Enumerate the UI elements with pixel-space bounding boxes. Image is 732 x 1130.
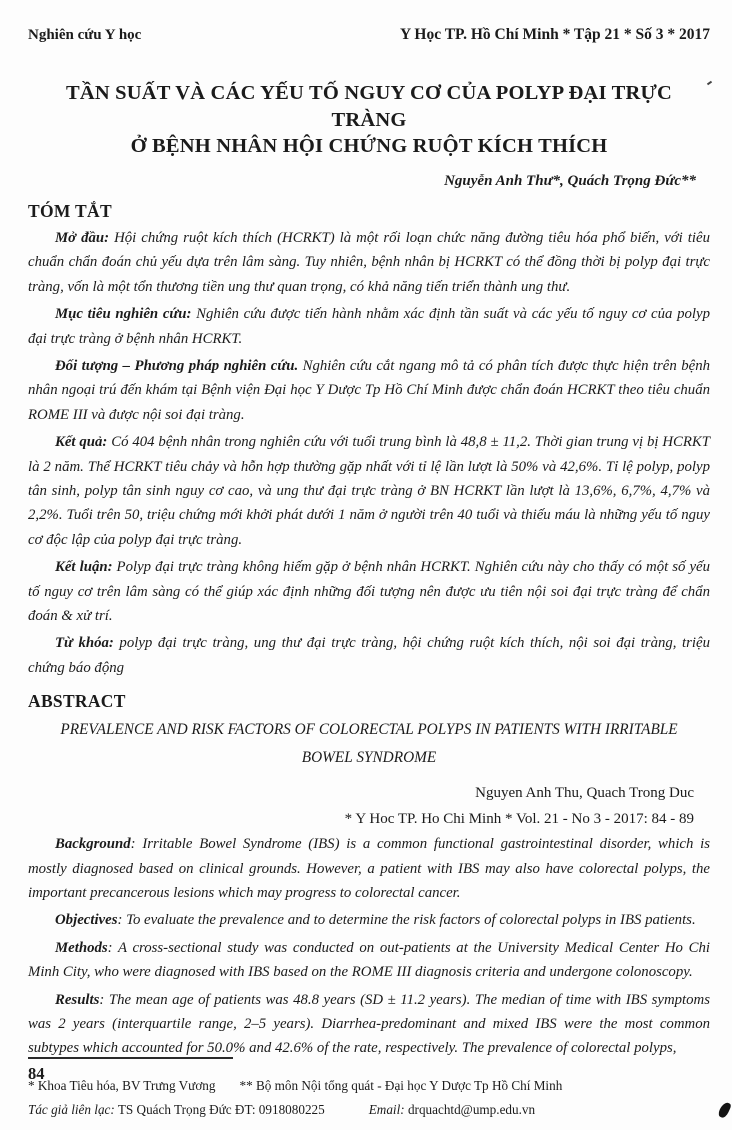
footnote-affiliation-2: ** Bộ môn Nội tổng quát - Đại học Y Dược Tp Hồ Chí Minh bbox=[239, 1077, 563, 1093]
abstract-citation: * Y Hoc TP. Ho Chi Minh * Vol. 21 - No 3 - 2017: 84 - 89 bbox=[344, 811, 694, 828]
abstract-title-line2: BOWEL SYNDROME bbox=[301, 749, 437, 767]
paragraph-muc-tieu bbox=[28, 302, 710, 351]
abstract-authors: Nguyen Anh Thu, Quach Trong Duc bbox=[475, 785, 694, 802]
paragraph-lead: Background bbox=[55, 836, 131, 853]
paragraph-lead: Kết quả: bbox=[55, 434, 108, 451]
paragraph-lead: Từ khóa: bbox=[55, 635, 114, 652]
paragraph-lead: Đối tượng – Phương pháp nghiên cứu. bbox=[55, 357, 299, 374]
paragraph-text: Polyp đại trực tràng không hiếm gặp ở bệnh nhân HCRKT. Nghiên cứu này cho thấy có một số yếu tố nguy cơ trên lâm sàng có thể giúp xác định những đối tượng nên được ưu tiên nội soi đại trực tràng để chẩn đoán & xử trí. bbox=[28, 559, 710, 625]
running-header bbox=[28, 26, 710, 44]
paragraph-lead: Mục tiêu nghiên cứu: bbox=[55, 306, 192, 323]
paragraph-text: Hội chứng ruột kích thích (HCRKT) là một rối loạn chức năng đường tiêu hóa phổ biến, với tiêu chuẩn chẩn đoán chủ yếu dựa trên lâm sàng. Tuy nhiên, bệnh nhân bị HCRKT có thể đồng thời bị polyp đại trực tràng, vốn là một tổn thương tiền ung thư quan trọng, có khả năng tiến triển thành ung thư. bbox=[28, 229, 710, 295]
paragraph-background bbox=[28, 832, 710, 905]
corresponding-author-label: Tác giả liên lạc: bbox=[28, 1101, 115, 1117]
abstract-english-title bbox=[39, 716, 699, 772]
footnote-affiliation-1: * Khoa Tiêu hóa, BV Trưng Vương bbox=[28, 1077, 216, 1093]
paragraph-mo-dau bbox=[28, 226, 710, 299]
article-title-line1: TẦN SUẤT VÀ CÁC YẾU TỐ NGUY CƠ CỦA POLYP ĐẠI TRỰC TRÀNG bbox=[65, 82, 673, 131]
page-number: 84 bbox=[28, 1064, 45, 1083]
paragraph-doi-tuong bbox=[28, 354, 710, 427]
paragraph-lead: Kết luận: bbox=[55, 559, 113, 576]
paragraph-text: % and 42.6% of the rate, respectively. The prevalence of colorectal polyps, bbox=[233, 1040, 677, 1057]
footnote-block bbox=[28, 1074, 710, 1122]
email-value: drquachtd@ump.edu.vn bbox=[404, 1101, 536, 1117]
abstract-title-line1: PREVALENCE AND RISK FACTORS OF COLORECTAL POLYPS IN PATIENTS WITH IRRITABLE bbox=[60, 721, 678, 739]
paragraph-text: : The mean age of patients was 48.8 years (SD ± 11.2 years). The median of time with IBS symptoms was 2 years (interquartile range, 2–5 years). Diarrhea-predominant and mixed IBS were the most common bbox=[28, 991, 710, 1033]
corresponding-author-value: TS Quách Trọng Đức ĐT: 0918080225 bbox=[114, 1101, 325, 1117]
paragraph-text: : A cross-sectional study was conducted on out-patients at the University Medical Center Ho Chi Minh City, who were diagnosed with IBS based on the ROME III diagnosis criteria and undergone colonoscopy. bbox=[28, 939, 710, 981]
paragraph-lead: Methods bbox=[55, 939, 108, 956]
footnote-affiliations bbox=[28, 1074, 710, 1098]
paragraph-ket-qua bbox=[28, 430, 710, 552]
paragraph-lead: Mở đầu: bbox=[55, 229, 110, 246]
scan-artifact-blob bbox=[717, 1101, 732, 1119]
underlined-text: subtypes which accounted for 50.0 bbox=[28, 1040, 233, 1059]
paragraph-tu-khoa bbox=[28, 631, 710, 680]
paragraph-methods bbox=[28, 936, 710, 985]
paragraph-lead: Objectives bbox=[55, 912, 118, 929]
paragraph-text: Nghiên cứu cắt ngang mô tả có phân tích được thực hiện trên bệnh nhân ngoại trú đến khám tại Bệnh viện Đại học Y Dược Tp Hồ Chí Minh được chẩn đoán HCRKT theo tiêu chuẩn ROME III và được nội soi đại tràng. bbox=[28, 357, 710, 423]
article-title-line2: Ở BỆNH NHÂN HỘI CHỨNG RUỘT KÍCH THÍCH bbox=[130, 135, 608, 158]
paragraph-text: Có 404 bệnh nhân trong nghiên cứu với tuổi trung bình là 48,8 ± 11,2. Thời gian trung vị bị HCRKT là 2 năm. Thể HCRKT tiêu chảy và hỗn hợp thường gặp nhất với tỉ lệ lần lượt là 50% và 42,6%. Tỉ lệ polyp, polyp tân sinh, polyp tân sinh nguy cơ cao, và ung thư đại trực tràng ở BN HCRKT lần lượt là 13,6%, 6,7%, 4,7% và 2,2%. Tuổi trên 50, triệu chứng mới khởi phát dưới 1 năm ở người trên 40 tuổi và thiếu máu là những yếu tố nguy cơ độc lập của polyp đại trực tràng. bbox=[28, 434, 711, 548]
paragraph-lead: Results bbox=[55, 991, 100, 1008]
paragraph-text: : To evaluate the prevalence and to determine the risk factors of colorectal polyps in IBS patients. bbox=[117, 912, 696, 929]
paragraph-text: polyp đại trực tràng, ung thư đại trực tràng, hội chứng ruột kích thích, nội soi đại tràng, triệu chứng báo động bbox=[28, 635, 710, 676]
paragraph-objectives bbox=[28, 908, 710, 932]
article-authors: Nguyễn Anh Thư*, Quách Trọng Đức** bbox=[444, 172, 696, 189]
paragraph-ket-luan bbox=[28, 555, 710, 628]
abstract-heading: ABSTRACT bbox=[28, 691, 126, 712]
email-label: Email: bbox=[368, 1101, 405, 1117]
journal-issue-label: Y Học TP. Hồ Chí Minh * Tập 21 * Số 3 * 2017 bbox=[399, 26, 710, 43]
paragraph-text: Nghiên cứu được tiến hành nhằm xác định tần suất và các yếu tố nguy cơ của polyp đại trực tràng ở bệnh nhân HCRKT. bbox=[28, 306, 710, 347]
article-title bbox=[28, 80, 710, 160]
paragraph-text: : Irritable Bowel Syndrome (IBS) is a common functional gastrointestinal disorder, which is mostly diagnosed based on clinical grounds. However, a patient with IBS may also have colorectal polyps, the important precancerous lesions which may progress to colorectal cancer. bbox=[28, 836, 710, 902]
paragraph-results bbox=[28, 988, 710, 1061]
footnote-contact bbox=[28, 1098, 710, 1122]
journal-section-label: Nghiên cứu Y học bbox=[28, 27, 142, 43]
tom-tat-heading: TÓM TẮT bbox=[28, 200, 112, 221]
